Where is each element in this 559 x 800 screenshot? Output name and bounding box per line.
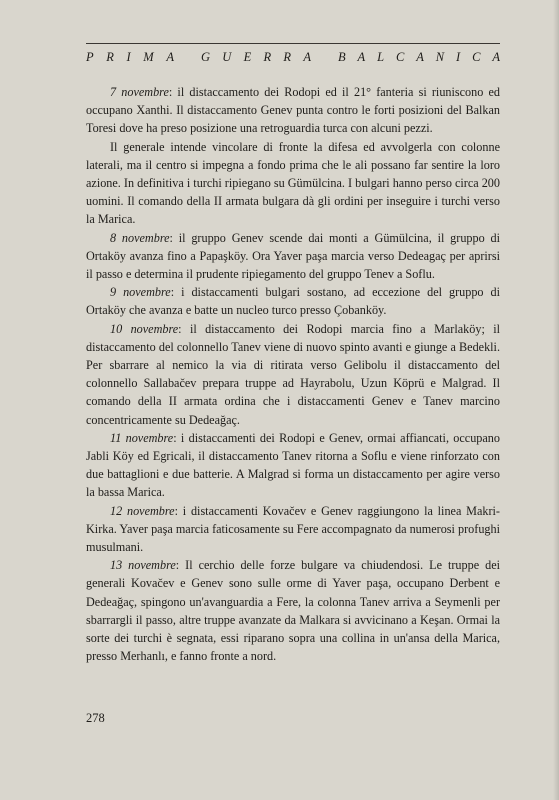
page-number: 278 (86, 711, 105, 725)
paragraph-8 (86, 556, 500, 665)
body-text (86, 83, 500, 666)
page-edge-shadow (553, 0, 559, 800)
header-rule (86, 43, 500, 44)
running-head-word-2: G U E R R A (201, 50, 311, 64)
entry-text: : Il cerchio delle forze bulgare va chiudendosi. Le truppe dei generali Kovačev e Genev sono sulle orme di Yaver paşa, occupano Derbent e Dedeağaç, spingono un'avanguardia a Fere, la colonna Tanev arriva a Seymenli per sbarrargli il passo, altre truppe avanzate da Malkara si avvicinano a Keşan. Ormai la sorte dei turchi è segnata, essi riparano sopra una collina in un'ansa della Marica, presso Merhanlı, e fanno fronte a nord. (86, 558, 501, 664)
entry-text: : il distaccamento dei Rodopi ed il 21° fanteria si riuniscono ed occupano Xanthi. Il distaccamento Genev punta contro le forti posizioni del Balkan Toresi dove ha preso posizione una retroguardia turca con alcuni pezzi. (86, 85, 501, 136)
entry-date: 11 novembre (110, 430, 174, 445)
paragraph-5 (86, 320, 500, 429)
entry-text: : il gruppo Genev scende dai monti a Gümülcina, il gruppo di Ortaköy avanza fino a Papaşköy. Ora Yaver paşa marcia verso Dedeagaç per aprirsi il passo e determina il prudente ripiegamento del gruppo Tenev a Soflu. (86, 230, 500, 282)
entry-text: : i distaccamenti bulgari sostano, ad eccezione del gruppo di Ortaköy che avanza e batte un nucleo turco presso Çobanköy. (86, 285, 500, 318)
paragraph-4 (86, 283, 500, 319)
entry-text: : i distaccamenti dei Rodopi e Genev, ormai affiancati, occupano Jabli Köy ed Egricali, il distaccamento Tanev ritorna a Soflu e viene rinforzato con due battaglioni e due batterie. A Malgrad si forma un distaccamento per agire verso la bassa Marica. (86, 430, 500, 500)
entry-date: 13 novembre (110, 558, 176, 573)
running-head-word-1: P R I M A (86, 50, 174, 64)
entry-date: 12 novembre (110, 503, 175, 518)
paragraph-7 (86, 502, 500, 557)
entry-date: 7 novembre (110, 85, 169, 99)
entry-text: : il distaccamento dei Rodopi marcia fino a Marlaköy; il distaccamento del colonnello Tanev viene di nuovo spinto avanti e giunge a Bedekli. Per sbarrare al nemico la via di ritirata verso Gelibolu il distaccamento del colonnello Sallabačev prepara truppe ad Hayrabolu, Uzun Köprü e Malgrad. Il comando della II armata ordina che i distaccamenti Genev e Tanev marcino concentricamente su Dedeağaç. (86, 321, 500, 427)
paragraph-6 (86, 429, 500, 502)
entry-text: : i distaccamenti Kovačev e Genev raggiungono la linea Makri-Kirka. Yaver paşa marcia faticosamente su Fere accompagnato da numerosi profughi musulmani. (86, 503, 500, 555)
running-head (86, 50, 500, 65)
paragraph-1 (86, 83, 500, 138)
entry-date: 8 novembre (110, 230, 170, 245)
running-head-word-3: B A L C A N I C A (338, 50, 500, 64)
paragraph-2 (86, 138, 500, 229)
entry-date: 9 novembre (110, 285, 171, 300)
paragraph-3 (86, 229, 500, 284)
entry-date: 10 novembre (110, 321, 179, 336)
entry-text: Il generale intende vincolare di fronte la difesa ed avvolgerla con colonne laterali, ma il centro si impegna a fondo prima che le ali possano far sentire la loro azione. In definitiva i turchi ripiegano su Gümülcina. I bulgari hanno perso circa 200 uomini. Il comando della II armata bulgara dà gli ordini per inseguire i turchi verso la Marica. (86, 139, 500, 227)
